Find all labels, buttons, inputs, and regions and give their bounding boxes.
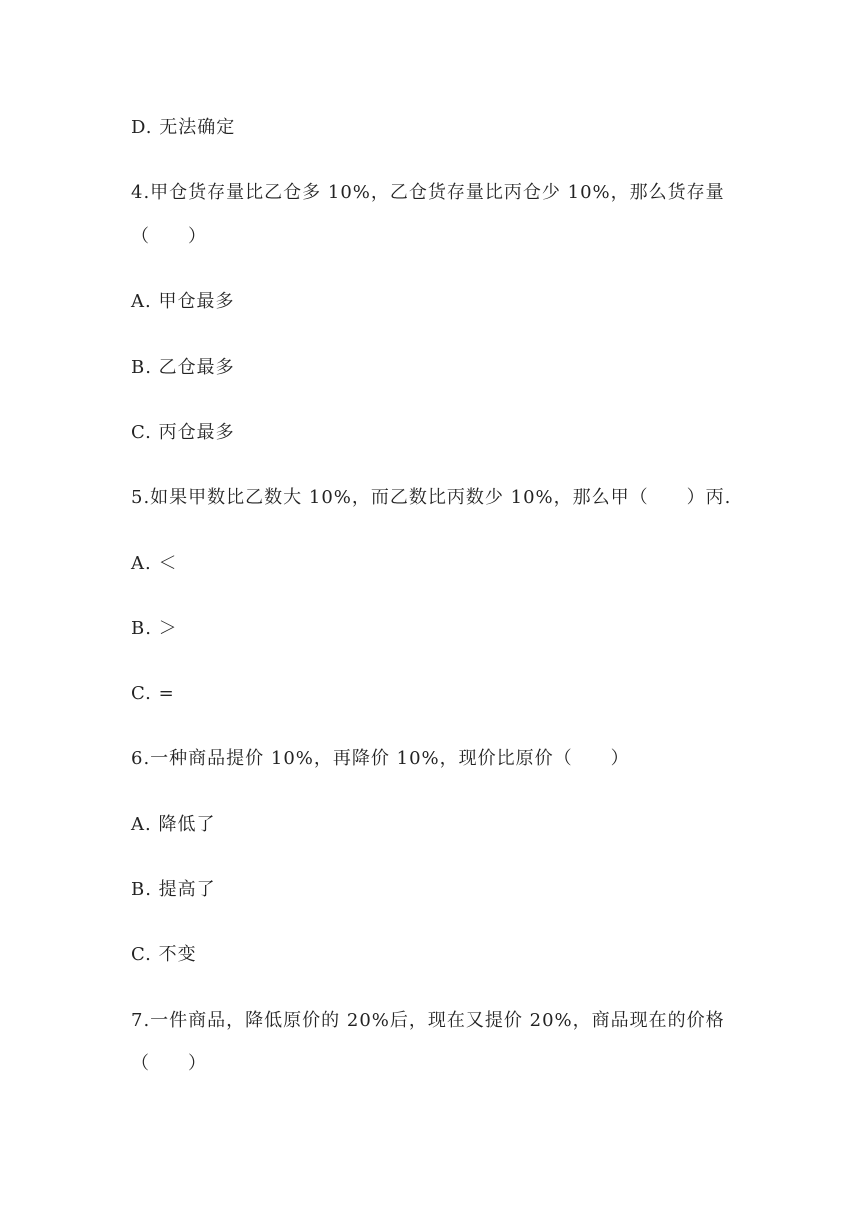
option-b-q5: B. ＞ bbox=[131, 618, 178, 639]
option-a-q5: A. ＜ bbox=[131, 553, 178, 574]
option-a-q4: A. 甲仓最多 bbox=[131, 291, 235, 312]
option-b-q4: B. 乙仓最多 bbox=[131, 357, 235, 378]
question-6: 6.一种商品提价 10%，再降价 10%，现价比原价（ ） bbox=[131, 748, 630, 769]
option-c-q4: C. 丙仓最多 bbox=[131, 422, 235, 443]
question-5: 5.如果甲数比乙数大 10%，而乙数比丙数少 10%，那么甲（ ）丙. bbox=[131, 487, 732, 508]
option-c-q5: C. = bbox=[131, 683, 175, 704]
question-4: 4.甲仓货存量比乙仓多 10%，乙仓货存量比丙仓少 10%，那么货存量 bbox=[131, 182, 725, 203]
question-7: 7.一件商品，降低原价的 20%后，现在又提价 20%，商品现在的价格 bbox=[131, 1010, 725, 1031]
option-b-q6: B. 提高了 bbox=[131, 879, 216, 900]
question-7-blank: （ ） bbox=[131, 1053, 207, 1074]
option-c-q6: C. 不变 bbox=[131, 944, 197, 965]
option-a-q6: A. 降低了 bbox=[131, 814, 216, 835]
option-d-q3: D. 无法确定 bbox=[131, 117, 236, 138]
question-4-blank: （ ） bbox=[131, 226, 207, 247]
